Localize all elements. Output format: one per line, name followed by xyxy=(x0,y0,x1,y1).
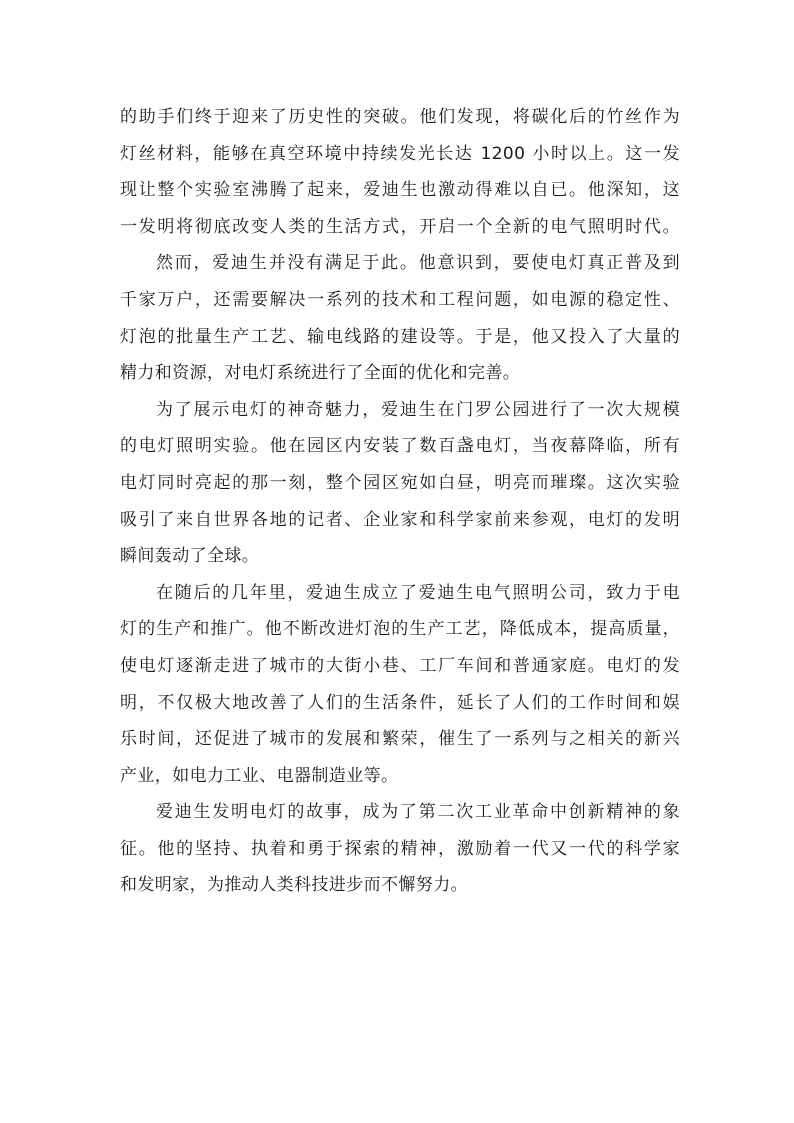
text-line: 现让整个实验室沸腾了起来，爱迪生也激动得难以自已。他深知，这 xyxy=(120,180,680,201)
paragraph-4 xyxy=(120,575,680,795)
text-line: 吸引了来自世界各地的记者、企业家和科学家前来参观，电灯的发明 xyxy=(120,509,680,530)
text-line: 灯泡的批量生产工艺、输电线路的建设等。于是，他又投入了大量的 xyxy=(120,326,680,347)
text-line: 灯的生产和推广。他不断改进灯泡的生产工艺，降低成本，提高质量， xyxy=(120,619,680,640)
text-line: 瞬间轰动了全球。 xyxy=(120,546,260,567)
paragraph-3 xyxy=(120,392,680,575)
text-line: 电灯同时亮起的那一刻，整个园区宛如白昼，明亮而璀璨。这次实验 xyxy=(120,472,680,493)
text-line: 为了展示电灯的神奇魅力，爱迪生在门罗公园进行了一次大规模 xyxy=(156,399,680,420)
document-body xyxy=(120,99,680,904)
text-line: 征。他的坚持、执着和勇于探索的精神，激励着一代又一代的科学家 xyxy=(120,838,680,859)
paragraph-2 xyxy=(120,245,680,391)
paragraph-5 xyxy=(120,794,680,904)
text-line: 然而，爱迪生并没有满足于此。他意识到，要使电灯真正普及到 xyxy=(156,253,680,274)
text-line: 乐时间，还促进了城市的发展和繁荣，催生了一系列与之相关的新兴 xyxy=(120,729,680,750)
text-line: 在随后的几年里，爱迪生成立了爱迪生电气照明公司，致力于电 xyxy=(156,582,680,603)
text-line: 精力和资源，对电灯系统进行了全面的优化和完善。 xyxy=(120,363,521,384)
text-line: 爱迪生发明电灯的故事，成为了第二次工业革命中创新精神的象 xyxy=(156,802,680,823)
text-line: 使电灯逐渐走进了城市的大街小巷、工厂车间和普通家庭。电灯的发 xyxy=(120,655,680,676)
text-line: 的助手们终于迎来了历史性的突破。他们发现，将碳化后的竹丝作为 xyxy=(120,107,680,127)
text-line: 灯丝材料，能够在真空环境中持续发光长达 1200 小时以上。这一发 xyxy=(120,143,680,164)
text-line: 产业，如电力工业、电器制造业等。 xyxy=(120,765,399,786)
text-line: 和发明家，为推动人类科技进步而不懈努力。 xyxy=(120,875,468,896)
paragraph-1 xyxy=(120,99,680,245)
text-line: 千家万户，还需要解决一系列的技术和工程问题，如电源的稳定性、 xyxy=(120,289,680,310)
text-line: 一发明将彻底改变人类的生活方式，开启一个全新的电气照明时代。 xyxy=(120,216,680,237)
text-line: 明，不仅极大地改善了人们的生活条件，延长了人们的工作时间和娱 xyxy=(120,692,680,713)
text-line: 的电灯照明实验。他在园区内安装了数百盏电灯，当夜幕降临，所有 xyxy=(120,436,680,457)
